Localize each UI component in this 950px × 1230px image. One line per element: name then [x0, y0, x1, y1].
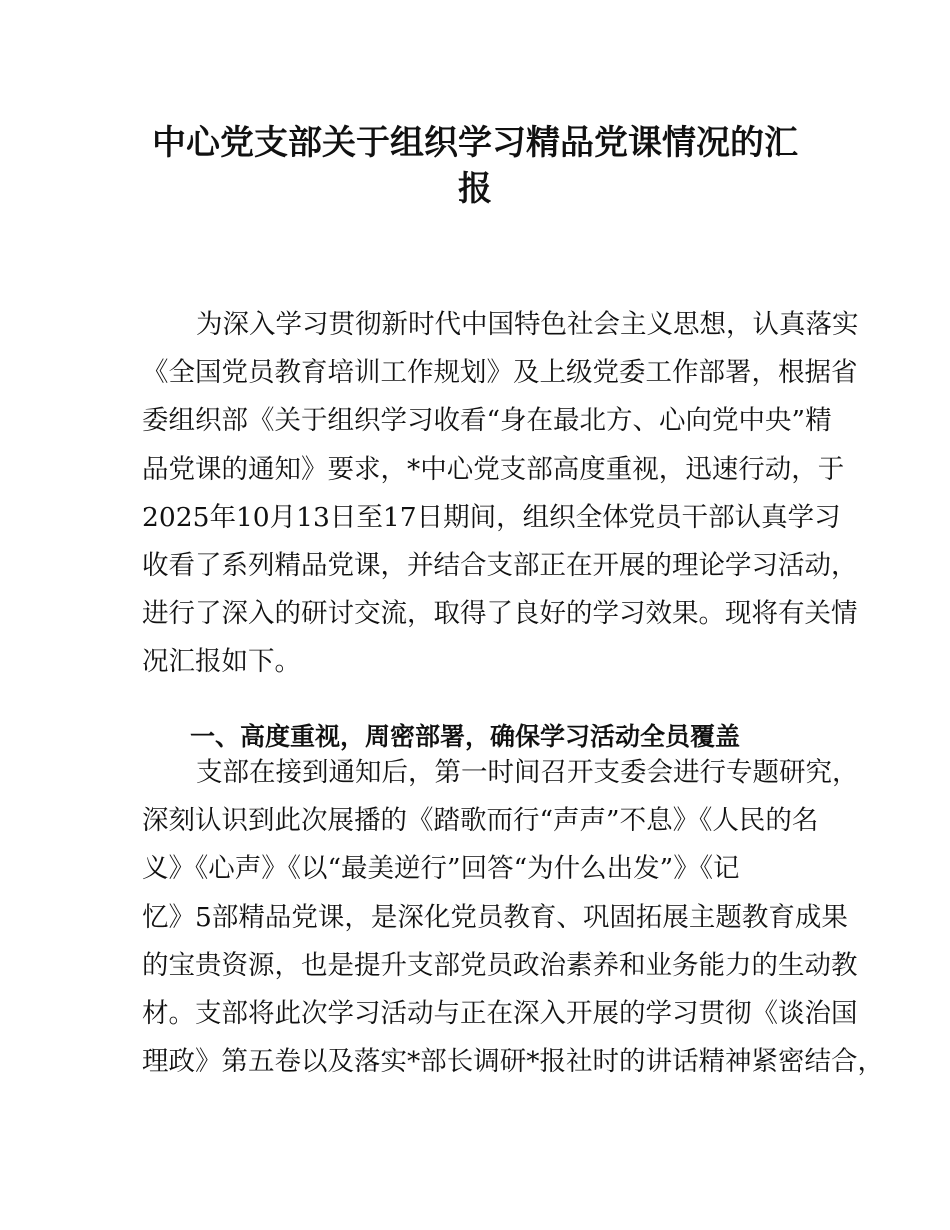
intro-paragraph: [142, 301, 859, 687]
paragraph-line: 理政》第五卷以及落实*部长调研*报社时的讲话精神紧密结合，: [142, 1046, 884, 1078]
document-title: [0, 120, 950, 212]
paragraph-line: 忆》5部精品党课，是深化党员教育、巩固拓展主题教育成果: [142, 901, 848, 933]
title-line-2: 报: [458, 169, 492, 209]
paragraph-line: 为深入学习贯彻新时代中国特色社会主义思想，认真落实: [196, 309, 859, 340]
paragraph-line: 委组织部《关于组织学习收看“身在最北方、心向党中央”精: [142, 405, 832, 437]
paragraph-line: 《全国党员教育培训工作规划》及上级党委工作部署，根据省: [142, 357, 858, 389]
section-1-paragraph: [142, 749, 884, 1086]
paragraph-line: 深刻认识到此次展播的《踏歌而行“声声”不息》《人民的名: [142, 805, 819, 837]
paragraph-line: 况汇报如下。: [142, 646, 301, 678]
paragraph-line: 的宝贵资源，也是提升支部党员政治素养和业务能力的生动教: [142, 949, 858, 981]
paragraph-line: 材。支部将此次学习活动与正在深入开展的学习贯彻《谈治国: [142, 997, 858, 1029]
paragraph-line: 义》《心声》《以“最美逆行”回答“为什么出发”》《记: [142, 853, 740, 885]
paragraph-line: 品党课的通知》要求，*中心党支部高度重视，迅速行动，于: [142, 453, 845, 485]
title-line-1: 中心党支部关于组织学习精品党课情况的汇: [152, 123, 798, 163]
paragraph-line: 2025年10月13日至17日期间，组织全体党员干部认真学习: [142, 501, 841, 533]
paragraph-line: 收看了系列精品党课，并结合支部正在开展的理论学习活动，: [142, 549, 858, 581]
paragraph-line: 支部在接到通知后，第一时间召开支委会进行专题研究，: [196, 757, 859, 788]
section-heading-1: 一、高度重视，周密部署，确保学习活动全员覆盖: [190, 722, 741, 751]
paragraph-line: 进行了深入的研讨交流，取得了良好的学习效果。现将有关情: [142, 598, 858, 630]
